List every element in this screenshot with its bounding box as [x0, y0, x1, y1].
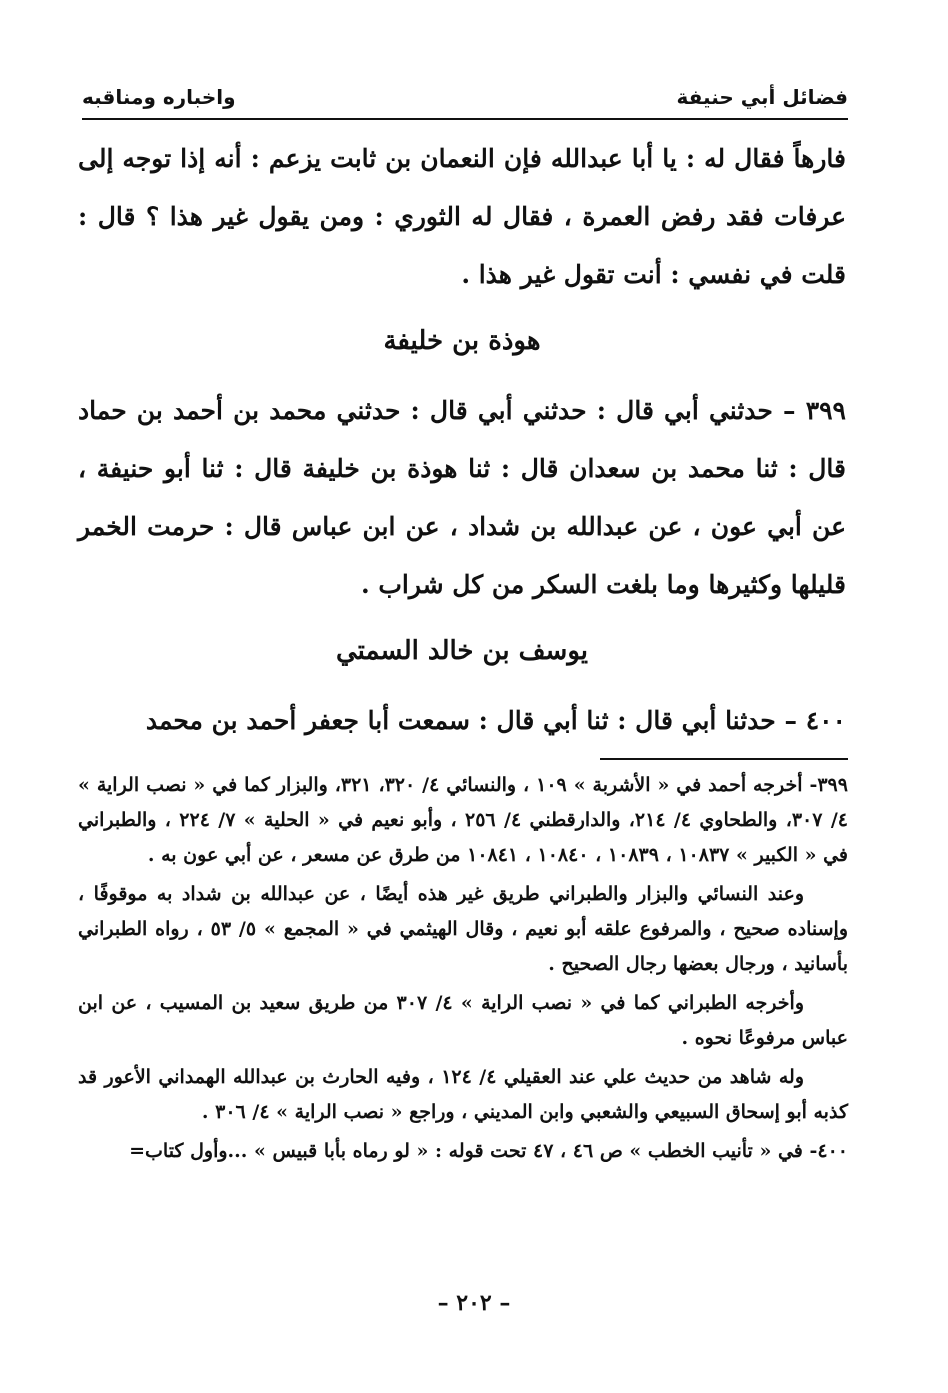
footnote-paragraph-3: وأخرجه الطبراني كما في « نصب الراية » ٤/ ٣٠٧ من طريق سعيد بن المسيب ، عن ابن عباس مرفوعًا نحوه .: [78, 992, 848, 1049]
header-title-right: فضائل أبي حنيفة: [676, 85, 848, 109]
running-header: [82, 82, 848, 112]
main-text: [78, 130, 846, 750]
narration-399: [78, 382, 846, 614]
footnotes: [78, 768, 848, 1173]
narration-number-400: ٤٠٠ –: [784, 706, 846, 735]
header-rule: [82, 118, 848, 120]
header-title-left: واخباره ومناقبه: [82, 85, 236, 109]
section-heading-yusuf: يوسف بن خالد السمتي: [335, 636, 588, 666]
intro-paragraph: فارهاً فقال له : يا أبا عبدالله فإن النعمان بن ثابت يزعم : أنه إذا توجه إلى عرفات فقد رفض العمرة ، فقال له الثوري : ومن يقول غير هذا ؟ قال : قلت في نفسي : أنت تقول غير هذا .: [78, 144, 846, 289]
footnote-399: [78, 768, 848, 873]
narration-text-400: حدثنا أبي قال : ثنا أبي قال : سمعت أبا جعفر أحمد بن محمد: [145, 706, 776, 735]
section-heading-hawdha: هوذة بن خليفة: [383, 326, 541, 356]
footnote-paragraph-4: وله شاهد من حديث علي عند العقيلي ٤/ ١٢٤ ، وفيه الحارث بن عبدالله الهمداني الأعور قد كذبه أبو إسحاق السبيعي والشعبي وابن المديني ، وراجع « نصب الراية » ٤/ ٣٠٦ .: [78, 1066, 848, 1123]
footnote-399-number: ٣٩٩-: [809, 774, 848, 796]
narration-number-399: ٣٩٩ –: [783, 396, 846, 425]
footnote-rule: [600, 758, 848, 760]
narration-text-399: حدثني أبي قال : حدثني أبي قال : حدثني محمد بن أحمد بن حماد قال : ثنا محمد بن سعدان قال : ثنا هوذة بن خليفة قال : ثنا أبو حنيفة ، عن أبي عون ، عن عبدالله بن شداد ، عن ابن عباس قال : حرمت الخمر قليلها وكثيرها وما بلغت السكر من كل شراب .: [78, 396, 846, 599]
footnote-paragraph-2: وعند النسائي والبزار والطبراني طريق غير هذه أيضًا ، عن عبدالله بن شداد به موقوفًا ، وإسناده صحيح ، والمرفوع علقه أبو نعيم ، وقال الهيثمي في « المجمع » ٥/ ٥٣ ، رواه الطبراني بأسانيد ، ورجال بعضها رجال الصحيح .: [78, 883, 848, 975]
footnote-400: ٤٠٠- في « تأنيب الخطب » ص ٤٦ ، ٤٧ تحت قوله : « لو رماه بأبا قبيس » ...وأول كتاب=: [129, 1140, 848, 1162]
narration-400: [78, 692, 846, 750]
page-number: – ٢٠٢ –: [437, 1290, 511, 1316]
footnote-399-text: أخرجه أحمد في « الأشربة » ١٠٩ ، والنسائي ٤/ ٣٢٠، ٣٢١، والبزار كما في « نصب الراية » ٤/ ٣٠٧، والطحاوي ٤/ ٢١٤، والدارقطني ٤/ ٢٥٦ ، وأبو نعيم في « الحلية » ٧/ ٢٢٤ ، والطبراني في « الكبير » ١٠٨٣٧ ، ١٠٨٣٩ ، ١٠٨٤٠ ، ١٠٨٤١ من طرق عن مسعر ، عن أبي عون به .: [78, 774, 848, 866]
